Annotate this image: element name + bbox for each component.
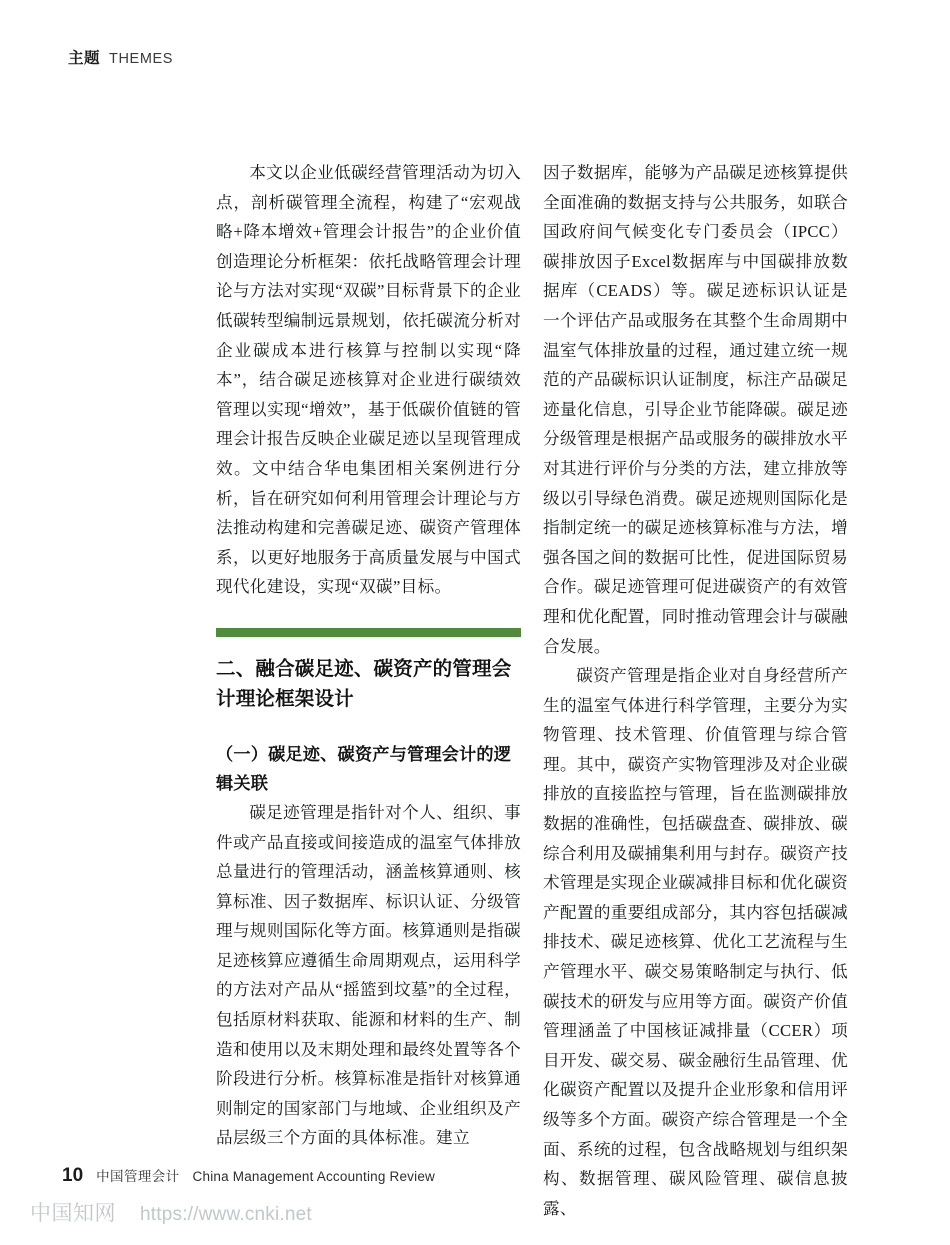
cnki-label: 中国知网 [30, 1202, 116, 1225]
page-number: 10 [62, 1165, 84, 1186]
cnki-watermark [30, 1197, 312, 1227]
right-body-paragraph: 碳资产管理是指企业对自身经营所产生的温室气体进行科学管理，主要分为实物管理、技术管理、价值管理与综合管理。其中，碳资产实物管理涉及对企业碳排放的直接监控与管理，旨在监测碳排放数据的准确性，包括碳盘查、碳排放、碳综合利用及碳捕集利用与封存。碳资产技术管理是实现企业碳减排目标和优化碳资产配置的重要组成部分，其内容包括碳减排技术、碳足迹核算、优化工艺流程与生产管理水平、碳交易策略制定与执行、低碳技术的研发与应用等方面。碳资产价值管理涵盖了中国核证减排量（CCER）项目开发、碳交易、碳金融衍生品管理、优化碳资产配置以及提升企业形象和信用评级等多个方面。碳资产综合管理是一个全面、系统的过程，包含战略规划与组织架构、数据管理、碳风险管理、碳信息披露、 [543, 666, 848, 1218]
running-head-cn: 主题 [68, 50, 101, 67]
journal-name-cn: 中国管理会计 [96, 1169, 180, 1184]
column-right [543, 158, 848, 1223]
section-title: 二、融合碳足迹、碳资产的管理会计理论框架设计 [216, 657, 512, 710]
cnki-url: https://www.cnki.net [140, 1204, 312, 1225]
column-left [216, 158, 521, 1153]
running-head-en: THEMES [109, 51, 174, 67]
subsection-title: （一）碳足迹、碳资产与管理会计的逻辑关联 [216, 743, 512, 793]
journal-name-en: China Management Accounting Review [192, 1169, 435, 1184]
section-heading-block [216, 628, 521, 798]
section-rule [216, 628, 521, 637]
page-footer [62, 1165, 435, 1187]
left-body-paragraph: 碳足迹管理是指针对个人、组织、事件或产品直接或间接造成的温室气体排放总量进行的管理活动，涵盖核算通则、核算标准、因子数据库、标识认证、分级管理与规则国际化等方面。核算通则是指碳足迹核算应遵循生命周期观点，运用科学的方法对产品从“摇篮到坟墓”的全过程，包括原材料获取、能源和材料的生产、制造和使用以及末期处理和最终处置等各个阶段进行分析。核算标准是指针对核算通则制定的国家部门与地域、企业组织及产品层级三个方面的具体标准。建立 [216, 802, 521, 1148]
running-head [68, 46, 173, 68]
continued-paragraph: 因子数据库，能够为产品碳足迹核算提供全面准确的数据支持与公共服务，如联合国政府间气候变化专门委员会（IPCC）碳排放因子Excel数据库与中国碳排放数据库（CEADS）等。碳足迹标识认证是一个评估产品或服务在其整个生命周期中温室气体排放量的过程，通过建立统一规范的产品碳标识认证制度，标注产品碳足迹量化信息，引导企业节能降碳。碳足迹分级管理是根据产品或服务的碳排放水平对其进行评价与分类的方法，建立排放等级以引导绿色消费。碳足迹规则国际化是指制定统一的碳足迹核算标准与方法，增强各国之间的数据可比性，促进国际贸易合作。碳足迹管理可促进碳资产的有效管理和优化配置，同时推动管理会计与碳融合发展。 [543, 163, 848, 656]
abstract-paragraph: 本文以企业低碳经营管理活动为切入点，剖析碳管理全流程，构建了“宏观战略+降本增效+管理会计报告”的企业价值创造理论分析框架：依托战略管理会计理论与方法对实现“双碳”目标背景下的企业低碳转型编制远景规划，依托碳流分析对企业碳成本进行核算与控制以实现“降本”，结合碳足迹核算对企业进行碳绩效管理以实现“增效”，基于低碳价值链的管理会计报告反映企业碳足迹以呈现管理成效。文中结合华电集团相关案例进行分析，旨在研究如何利用管理会计理论与方法推动构建和完善碳足迹、碳资产管理体系，以更好地服务于高质量发展与中国式现代化建设，实现“双碳”目标。 [216, 163, 521, 597]
